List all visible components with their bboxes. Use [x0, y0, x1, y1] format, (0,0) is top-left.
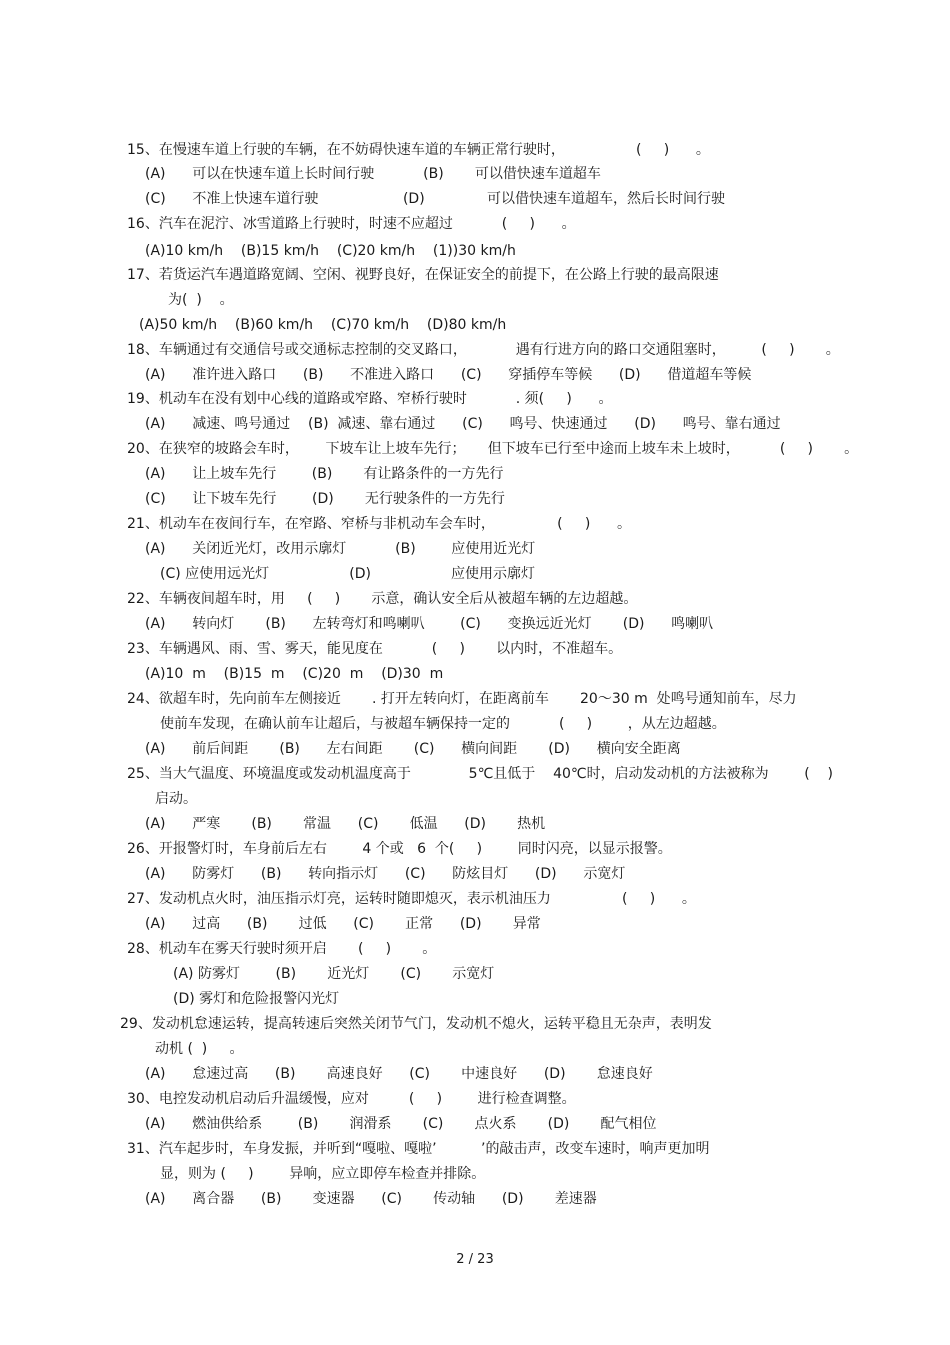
question-25: 25、当大气温度、环境温度或发动机温度高于 5℃且低于 40℃时，启动发动机的方法被称为 ( ) [127, 766, 833, 782]
options-24: (A) 前后间距 (B) 左右间距 (C) 横向间距 (D) 横向安全距离 [145, 741, 681, 757]
question-29: 29、发动机怠速运转，提高转速后突然关闭节气门，发动机不熄火，运转平稳且无杂声，表明发 [120, 1016, 712, 1032]
options-21-cd: (C) 应使用远光灯 (D) 应使用示廓灯 [160, 566, 536, 582]
question-21: 21、机动车在夜间行车，在窄路、窄桥与非机动车会车时， ( ) 。 [127, 516, 631, 532]
question-30: 30、电控发动机启动后升温缓慢，应对 ( ) 进行检查调整。 [127, 1091, 576, 1107]
options-26: (A) 防雾灯 (B) 转向指示灯 (C) 防炫目灯 (D) 示宽灯 [145, 866, 626, 882]
question-22: 22、车辆夜间超车时，用 ( ) 示意，确认安全后从被超车辆的左边超越。 [127, 591, 638, 607]
question-27: 27、发动机点火时，油压指示灯亮，运转时随即熄灭，表示机油压力 ( ) 。 [127, 891, 696, 907]
question-24: 24、欲超车时，先向前车左侧接近 . 打开左转向灯，在距离前车 20～30 m 处鸣号通知前车，尽力 [127, 691, 797, 707]
question-26: 26、开报警灯时，车身前后左右 4 个或 6 个( ) 同时闪亮，以显示报警。 [127, 841, 672, 857]
question-17-cont: 为( ) 。 [168, 292, 234, 308]
options-31: (A) 离合器 (B) 变速器 (C) 传动轴 (D) 差速器 [145, 1191, 597, 1207]
options-15-ab: (A) 可以在快速车道上长时间行驶 (B) 可以借快速车道超车 [145, 166, 601, 182]
options-20-ab: (A) 让上坡车先行 (B) 有让路条件的一方先行 [145, 466, 504, 482]
question-31-cont: 显，则为 ( ) 异响，应立即停车检查并排除。 [160, 1166, 486, 1182]
question-15: 15、在慢速车道上行驶的车辆，在不妨碍快速车道的车辆正常行驶时， ( ) 。 [127, 142, 710, 158]
options-22: (A) 转向灯 (B) 左转弯灯和鸣喇叭 (C) 变换远近光灯 (D) 鸣喇叭 [145, 616, 714, 632]
options-19: (A) 减速、鸣号通过 (B) 减速、靠右通过 (C) 鸣号、快速通过 (D) 鸣号、靠右通过 [145, 416, 781, 432]
options-30: (A) 燃油供给系 (B) 润滑系 (C) 点火系 (D) 配气相位 [145, 1116, 657, 1132]
question-25-cont: 启动。 [155, 791, 197, 807]
options-18: (A) 准许进入路口 (B) 不准进入路口 (C) 穿插停车等候 (D) 借道超车等候 [145, 367, 752, 383]
options-21-ab: (A) 关闭近光灯，改用示廓灯 (B) 应使用近光灯 [145, 541, 536, 557]
question-23: 23、车辆遇风、雨、雪、雾天，能见度在 ( ) 以内时，不准超车。 [127, 641, 623, 657]
page-number: 2 / 23 [456, 1252, 494, 1267]
options-15-cd: (C) 不准上快速车道行驶 (D) 可以借快速车道超车，然后长时间行驶 [145, 191, 725, 207]
question-16: 16、汽车在泥泞、冰雪道路上行驶时，时速不应超过 ( ) 。 [127, 216, 576, 232]
options-16: (A)10 km/h (B)15 km/h (C)20 km/h (1))30 km/h [145, 243, 516, 259]
options-25: (A) 严寒 (B) 常温 (C) 低温 (D) 热机 [145, 816, 546, 832]
question-28: 28、机动车在雾天行驶时须开启 ( ) 。 [127, 941, 437, 957]
options-17: (A)50 km/h (B)60 km/h (C)70 km/h (D)80 km/h [139, 317, 507, 333]
question-31: 31、汽车起步时，车身发振，并听到“嘎啦、嘎啦’ ’的敲击声，改变车速时，响声更加明 [127, 1141, 710, 1157]
question-17: 17、若货运汽车遇道路宽阔、空闲、视野良好，在保证安全的前提下，在公路上行驶的最高限速 [127, 267, 719, 283]
options-28-d: (D) 雾灯和危险报警闪光灯 [173, 991, 340, 1007]
options-28-abc: (A) 防雾灯 (B) 近光灯 (C) 示宽灯 [173, 966, 495, 982]
options-23: (A)10 m (B)15 m (C)20 m (D)30 m [145, 666, 444, 682]
options-29: (A) 怠速过高 (B) 高速良好 (C) 中速良好 (D) 怠速良好 [145, 1066, 653, 1082]
question-29-cont: 动机 ( ) 。 [155, 1041, 244, 1057]
question-19: 19、机动车在没有划中心线的道路或窄路、窄桥行驶时 . 须( ) 。 [127, 391, 613, 407]
question-24-cont: 使前车发现，在确认前车让超后，与被超车辆保持一定的 ( ) ，从左边超越。 [160, 716, 726, 732]
question-18: 18、车辆通过有交通信号或交通标志控制的交叉路口， 遇有行进方向的路口交通阻塞时， ( ) 。 [127, 342, 840, 358]
options-27: (A) 过高 (B) 过低 (C) 正常 (D) 异常 [145, 916, 541, 932]
options-20-cd: (C) 让下坡车先行 (D) 无行驶条件的一方先行 [145, 491, 505, 507]
question-20: 20、在狭窄的坡路会车时， 下坡车让上坡车先行； 但下坡车已行至中途而上坡车未上坡时， ( ) 。 [127, 441, 859, 457]
